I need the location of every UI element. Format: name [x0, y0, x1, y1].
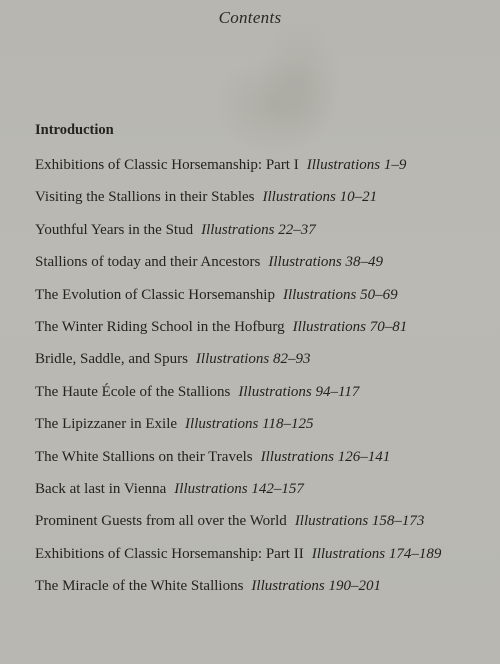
toc-entry-illustrations: Illustrations 22–37 [201, 221, 316, 238]
toc-entry-title: The Haute École of the Stallions [35, 383, 231, 400]
toc-entry-title: The Lipizzaner in Exile [35, 416, 178, 433]
toc-entry-title: The White Stallions on their Travels [35, 448, 253, 465]
toc-entry-illustrations: Illustrations 118–125 [185, 416, 314, 433]
toc-entry-illustrations: Illustrations 94–117 [238, 383, 360, 400]
toc-entry [35, 318, 485, 350]
toc-entry-title: Exhibitions of Classic Horsemanship: Part I [35, 157, 299, 173]
toc-entry-illustrations: Illustrations 142–157 [174, 480, 304, 497]
toc-entry [35, 415, 485, 447]
toc-entry-title: Youthful Years in the Stud [35, 221, 194, 238]
toc-entry-title: Bridle, Saddle, and Spurs [35, 351, 188, 368]
toc-entry-illustrations: Illustrations 1–9 [306, 157, 407, 173]
toc-entry [35, 253, 485, 285]
toc-entry-illustrations: Illustrations 174–189 [311, 545, 442, 562]
toc-entry [35, 221, 485, 253]
toc-entry-illustrations: Illustrations 158–173 [294, 513, 425, 530]
toc-entry [35, 188, 485, 220]
toc-entry-title: Exhibitions of Classic Horsemanship: Part II [35, 545, 304, 562]
page-title: Contents [218, 8, 282, 27]
toc-entry-illustrations: Illustrations 126–141 [260, 448, 391, 465]
toc-entry [35, 448, 485, 480]
toc-entry [35, 156, 485, 188]
toc-heading-introduction: Introduction [35, 122, 114, 138]
toc-entry-title: The Miracle of the White Stallions [35, 578, 244, 595]
toc-entry [35, 286, 485, 318]
toc-entry-illustrations: Illustrations 50–69 [282, 286, 398, 303]
toc-entry-title: The Winter Riding School in the Hofburg [35, 318, 285, 335]
toc-entry-illustrations: Illustrations 190–201 [251, 578, 382, 595]
toc-entry-title: The Evolution of Classic Horsemanship [35, 286, 275, 303]
toc-entry-title: Prominent Guests from all over the World [35, 513, 287, 530]
toc-entry-illustrations: Illustrations 82–93 [195, 351, 311, 368]
toc-entry [35, 545, 485, 577]
toc-entry [35, 577, 485, 609]
toc-entry-title: Stallions of today and their Ancestors [35, 254, 261, 271]
toc-entry-illustrations: Illustrations 70–81 [292, 318, 408, 335]
toc-entry [35, 383, 485, 415]
toc-entry-title: Back at last in Vienna [35, 480, 167, 497]
table-of-contents [35, 121, 485, 609]
toc-entry [35, 350, 485, 382]
toc-entry-illustrations: Illustrations 38–49 [268, 254, 383, 271]
toc-entry-title: Visiting the Stallions in their Stables [35, 189, 255, 206]
toc-entry [35, 512, 485, 544]
toc-entry-illustrations: Illustrations 10–21 [262, 189, 378, 206]
toc-entry [35, 480, 485, 512]
